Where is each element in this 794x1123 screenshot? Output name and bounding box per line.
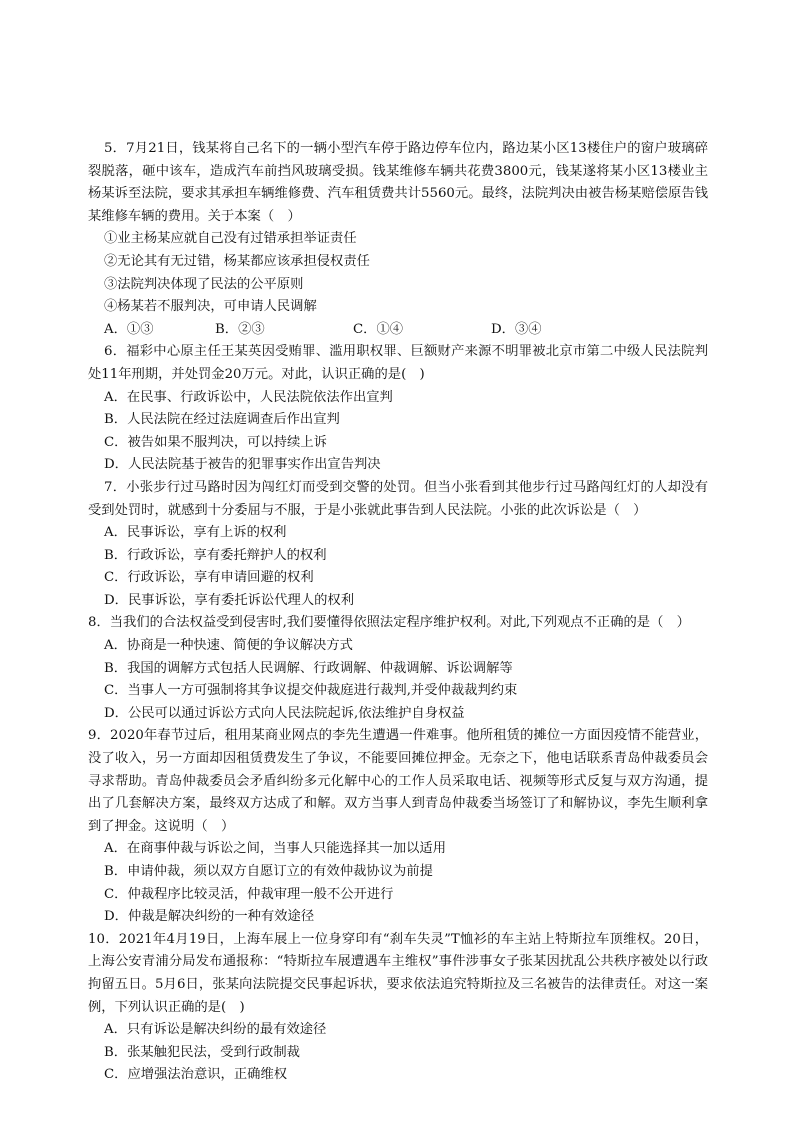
- question-10-stem: 10．2021年4月19日，上海车展上一位身穿印有“刹车失灵”T恤衫的车主站上特斯拉车顶维权。20日，上海公安青浦分局发布通报称：“特斯拉车展遭遇车主维权”事件涉事女子张某因扰乱公共秩序被处以行政拘留五日。5月6日，张某向法院提交民事起诉状，要求依法追究特斯拉及三名被告的法律责任。对这一案例，下列认识正确的是( ): [88, 931, 708, 1015]
- question-8-option-c: C．当事人一方可强制将其争议提交仲裁庭进行裁判,并受仲裁裁判约束: [104, 683, 518, 699]
- question-8-option-d: D．公民可以通过诉讼方式向人民法院起诉,依法维护自身权益: [104, 705, 465, 721]
- question-6-stem: 6．福彩中心原主任王某英因受贿罪、滥用职权罪、巨额财产来源不明罪被北京市第二中级人民法院判处11年刑期，并处罚金20万元。对此，认识正确的是( ): [88, 344, 708, 382]
- question-5-statement-3: ③法院判决体现了民法的公平原则: [104, 276, 304, 292]
- question-10-option-b: B．张某触犯民法，受到行政制裁: [104, 1044, 300, 1060]
- question-8-option-b: B．我国的调解方式包括人民调解、行政调解、仲裁调解、诉讼调解等: [104, 660, 513, 676]
- question-6-option-b: B．人民法院在经过法庭调查后作出宣判: [104, 412, 340, 428]
- question-5-statement-2: ②无论其有无过错，杨某都应该承担侵权责任: [104, 253, 370, 269]
- question-5-choices: [88, 319, 708, 342]
- question-5-statement-1: ①业主杨某应就自己没有过错承担举证责任: [104, 231, 357, 247]
- question-5-choice-a: A．①③: [104, 321, 154, 337]
- question-8-option-a: A．协商是一种快速、简便的争议解决方式: [104, 638, 353, 654]
- question-10: [88, 929, 708, 1087]
- question-5-stem: 5．7月21日，钱某将自己名下的一辆小型汽车停于路边停车位内，路边某小区13楼住户的窗户玻璃碎裂脱落，砸中该车，造成汽车前挡风玻璃受损。钱某维修车辆共花费3800元，钱某遂将某小区13楼业主杨某诉至法院，要求其承担车辆维修费、汽车租赁费共计5560元。最终，法院判决由被告杨某赔偿原告钱某维修车辆的费用。关于本案（ ）: [88, 141, 708, 224]
- question-6: [88, 341, 708, 477]
- question-10-option-c: C．应增强法治意识，正确维权: [104, 1067, 288, 1083]
- question-6-option-a: A．在民事、行政诉讼中，人民法院依法作出宣判: [104, 389, 393, 405]
- question-8-stem: 8．当我们的合法权益受到侵害时,我们要懂得依照法定程序维护权利。对此,下列观点不正确的是（ ）: [88, 615, 690, 631]
- question-6-option-d: D．人民法院基于被告的犯罪事实作出宣告判决: [104, 457, 381, 473]
- question-6-option-c: C．被告如果不服判决，可以持续上诉: [104, 434, 327, 450]
- question-7-stem: 7．小张步行过马路时因为闯红灯而受到交警的处罚。但当小张看到其他步行过马路闯红灯的人却没有受到处罚时，就感到十分委屈与不服，于是小张就此事告到人民法院。小张的此次诉讼是（ ）: [88, 479, 708, 518]
- question-5-choice-c: C．①④: [353, 321, 404, 337]
- question-9-option-c: C．仲裁程序比较灵活，仲裁审理一般不公开进行: [104, 886, 394, 902]
- question-9: [88, 725, 708, 928]
- question-5-choice-d: D．③④: [491, 321, 542, 337]
- question-9-option-b: B．申请仲裁，须以双方自愿订立的有效仲裁协议为前提: [104, 864, 433, 879]
- question-list: [88, 138, 708, 1087]
- question-9-option-d: D．仲裁是解决纠纷的一种有效途径: [104, 909, 315, 925]
- question-7-option-c: C．行政诉讼，享有申请回避的权利: [104, 570, 314, 586]
- question-7-option-b: B．行政诉讼，享有委托辩护人的权利: [104, 547, 327, 563]
- question-10-option-a: A．只有诉讼是解决纠纷的最有效途径: [104, 1022, 327, 1038]
- question-9-option-a: A．在商事仲裁与诉讼之间，当事人只能选择其一加以适用: [104, 841, 447, 857]
- question-8: [88, 612, 708, 725]
- question-5: [88, 138, 708, 341]
- question-5-statement-4: ④杨某若不服判决，可申请人民调解: [104, 299, 317, 315]
- question-7-option-a: A．民事诉讼，享有上诉的权利: [104, 525, 287, 541]
- question-9-stem: 9．2020年春节过后，租用某商业网点的李先生遭遇一件难事。他所租赁的摊位一方面因疫情不能营业，没了收入，另一方面却因租赁费发生了争议，不能要回摊位押金。无奈之下，他电话联系青岛仲裁委员会寻求帮助。青岛仲裁委员会矛盾纠纷多元化解中心的工作人员采取电话、视频等形式反复与双方沟通，提出了几套解决方案，最终双方达成了和解。双方当事人到青岛仲裁委当场签订了和解协议，李先生顺利拿到了押金。这说明（ ）: [88, 728, 708, 834]
- question-5-choice-b: B．②③: [215, 321, 265, 337]
- question-7: [88, 477, 708, 613]
- question-7-option-d: D．民事诉讼，享有委托诉讼代理人的权利: [104, 592, 355, 608]
